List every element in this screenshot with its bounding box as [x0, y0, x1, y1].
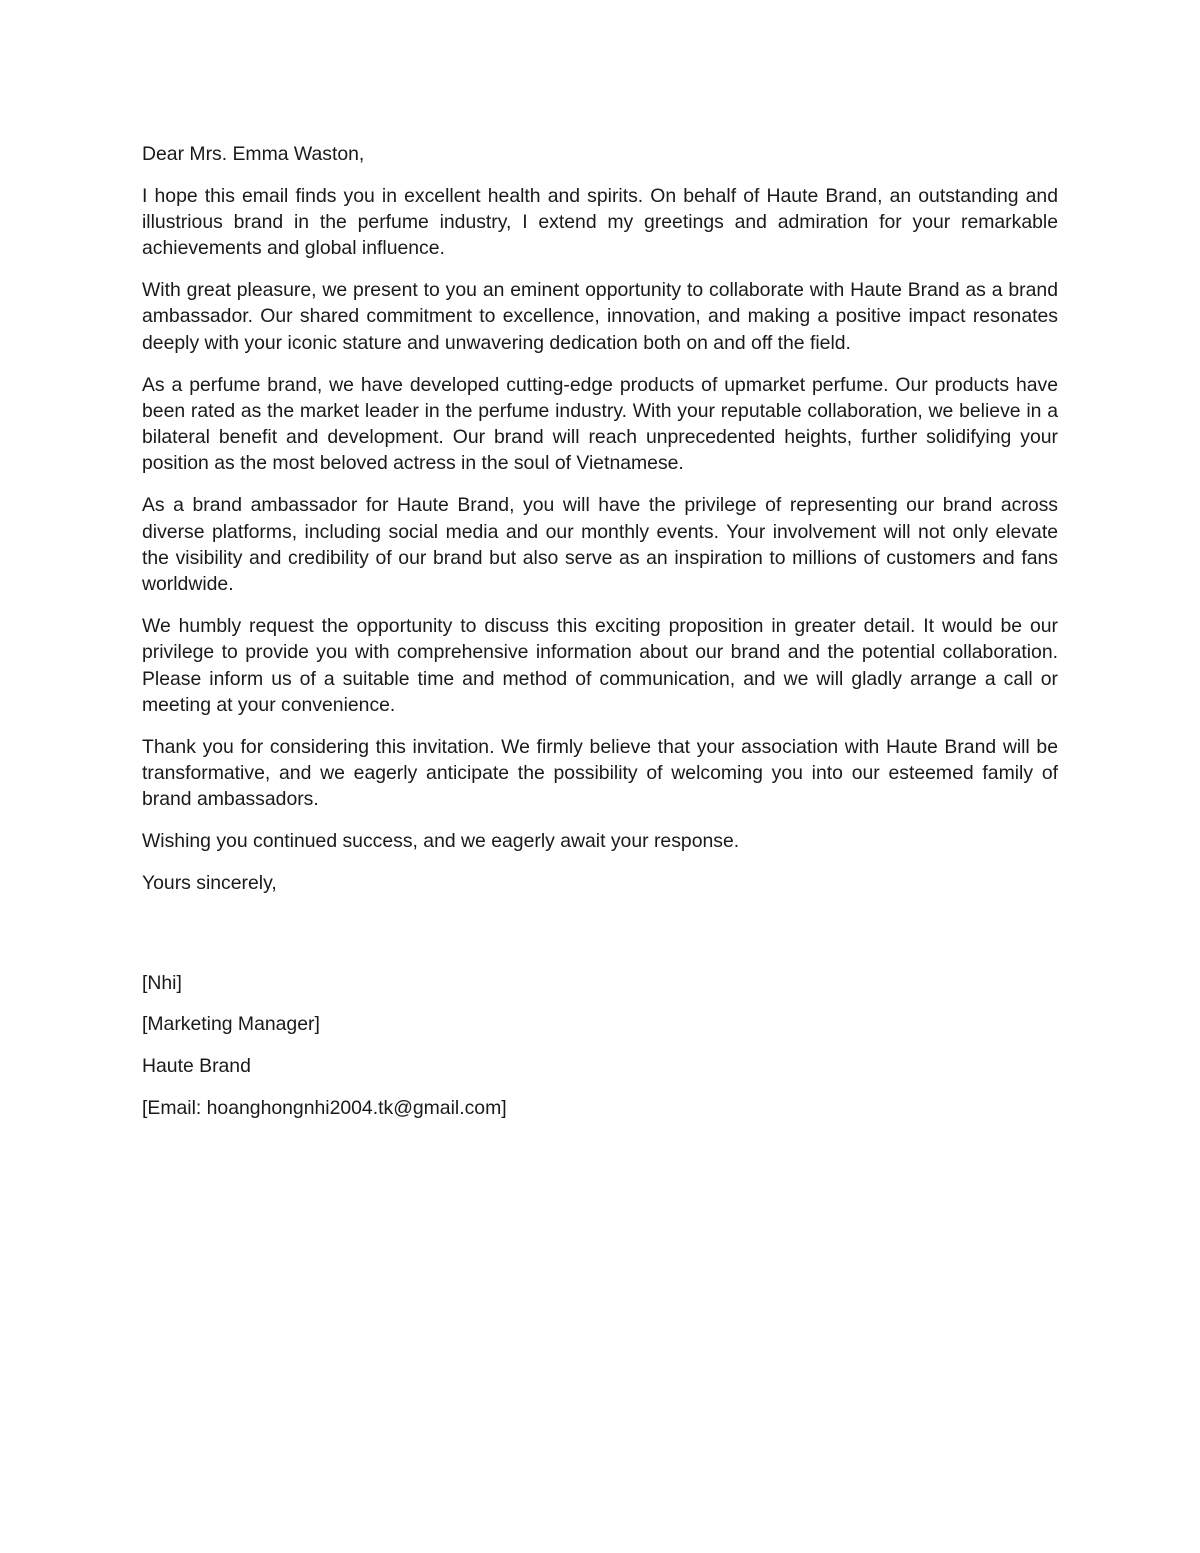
letter-body [142, 141, 1058, 1137]
paragraph-opportunity: With great pleasure, we present to you an eminent opportunity to collaborate with Haute Brand as a brand ambassador. Our shared commitment to excellence, innovation, and making a positive impact resonates deeply with your iconic stature and unwavering dedication both on and off the field. [142, 279, 1058, 354]
paragraph-wishes: Wishing you continued success, and we eagerly await your response. [142, 830, 740, 853]
signature-company: Haute Brand [142, 1055, 251, 1078]
salutation: Dear Mrs. Emma Waston, [142, 143, 365, 165]
signature-email: [Email: hoanghongnhi2004.tk@gmail.com] [142, 1097, 507, 1120]
signature-name: [Nhi] [142, 971, 182, 994]
signature-space [142, 912, 1058, 970]
signature-title: [Marketing Manager] [142, 1013, 320, 1036]
paragraph-thanks: Thank you for considering this invitation. We firmly believe that your association with Haute Brand will be transformative, and we eagerly anticipate the possibility of welcoming you into our esteemed family of brand ambassadors. [142, 735, 1058, 811]
paragraph-ambassador-role: As a brand ambassador for Haute Brand, you will have the privilege of representing our brand across diverse platforms, including social media and our monthly events. Your involvement will not only elevate the visibility and credibility of our brand but also serve as an inspiration to millions of customers and fans worldwide. [142, 494, 1058, 596]
closing: Yours sincerely, [142, 871, 277, 894]
paragraph-greeting: I hope this email finds you in excellent health and spirits. On behalf of Haute Brand, an outstanding and illustrious brand in the perfume industry, I extend my greetings and admiration for your remarkable achievements and global influence. [142, 184, 1058, 260]
paragraph-products: As a perfume brand, we have developed cutting-edge products of upmarket perfume. Our products have been rated as the market leader in the perfume industry. With your reputable collaboration, we believe in a bilateral benefit and development. Our brand will reach unprecedented heights, further solidifying your position as the most beloved actress in the soul of Vietnamese. [142, 373, 1058, 475]
paragraph-request: We humbly request the opportunity to discuss this exciting proposition in greater detail. It would be our privilege to provide you with comprehensive information about our brand and the potential collaboration. Please inform us of a suitable time and method of communication, and we will gladly arrange a call or meeting at your convenience. [142, 614, 1058, 716]
